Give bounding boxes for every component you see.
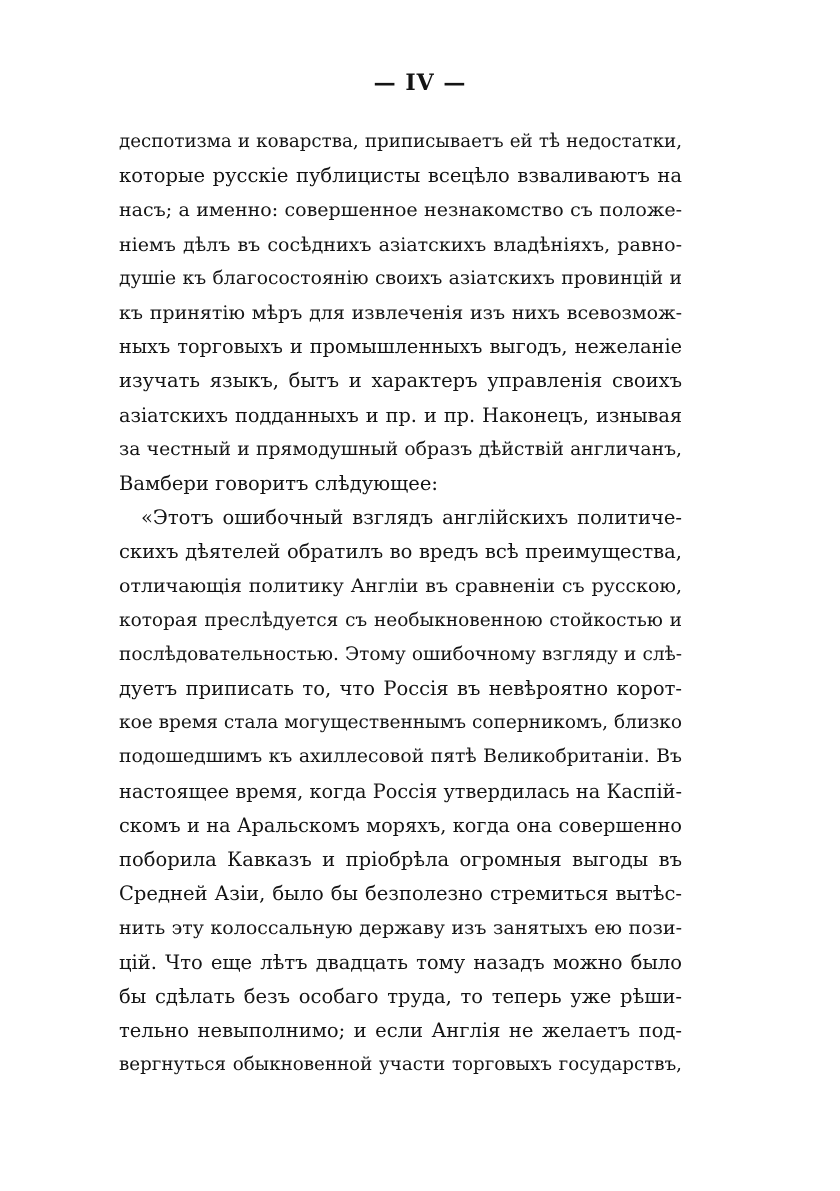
text-line: скихъ дѣятелей обратилъ во вредъ всѣ преимущества, — [119, 540, 682, 564]
text-line: за честный и прямодушный образъ дѣйствій англичанъ, — [119, 438, 682, 460]
text-line: деспотизма и коварства, приписываетъ ей тѣ недостатки, — [119, 131, 682, 152]
text-line: дуетъ приписать то, что Россія въ невѣроятно корот- — [119, 677, 682, 700]
text-line: нить эту колоссальную державу изъ занятыхъ ею пози- — [119, 917, 682, 940]
text-line: къ принятію мѣръ для извлеченія изъ нихъ всевозмож- — [119, 301, 682, 324]
text-line: вергнуться обыкновенной участи торговыхъ государствъ, — [119, 1054, 682, 1076]
text-line: цій. Что еще лѣтъ двадцать тому назадъ можно было — [119, 950, 682, 974]
text-line: насъ; а именно: совершенное незнакомство съ положе- — [119, 199, 682, 222]
text-line: ныхъ торговыхъ и промышленныхъ выгодъ, нежеланіе — [119, 335, 682, 359]
text-line: изучать языкъ, бытъ и характеръ управленія своихъ — [119, 369, 682, 393]
text-line: ніемъ дѣлъ въ сосѣднихъ азіатскихъ владѣніяхъ, равно- — [119, 233, 682, 256]
text-line: послѣдовательностью. Этому ошибочному взгляду и слѣ- — [119, 643, 682, 665]
page-number: — IV — — [373, 70, 467, 96]
text-line: настоящее время, когда Россія утвердилась на Каспій- — [119, 779, 682, 803]
text-line: которые русскіе публицисты всецѣло взваливаютъ на — [119, 164, 682, 188]
text-line: подошедшимъ къ ахиллесовой пятѣ Великобританіи. Въ — [119, 746, 682, 768]
text-line: Вамбери говоритъ слѣдующее: — [119, 471, 438, 495]
text-line: Средней Азіи, было бы безполезно стремиться вытѣс- — [119, 882, 682, 906]
text-line: поборила Кавказъ и пріобрѣла огромныя выгоды въ — [119, 847, 682, 871]
text-line: азіатскихъ подданныхъ и пр. и пр. Наконецъ, изнывая — [119, 403, 682, 427]
text-line: отличающія политику Англіи въ сравненіи съ русскою, — [119, 575, 682, 598]
page-body-text — [119, 125, 682, 1082]
text-line: бы сдѣлать безъ особаго труда, то теперь уже рѣши- — [119, 984, 682, 1008]
text-line: тельно невыполнимо; и если Англія не желаетъ под- — [119, 1018, 682, 1042]
text-line: которая преслѣдуется съ необыкновенною стойкостью и — [119, 609, 682, 631]
text-line: душіе къ благосостоянію своихъ азіатскихъ провинцій и — [119, 267, 682, 289]
text-line: кое время стала могущественнымъ соперникомъ, близко — [119, 712, 682, 734]
text-line: скомъ и на Аральскомъ моряхъ, когда она совершенно — [119, 813, 682, 837]
text-line: «Этотъ ошибочный взглядъ англійскихъ политиче- — [141, 506, 682, 530]
